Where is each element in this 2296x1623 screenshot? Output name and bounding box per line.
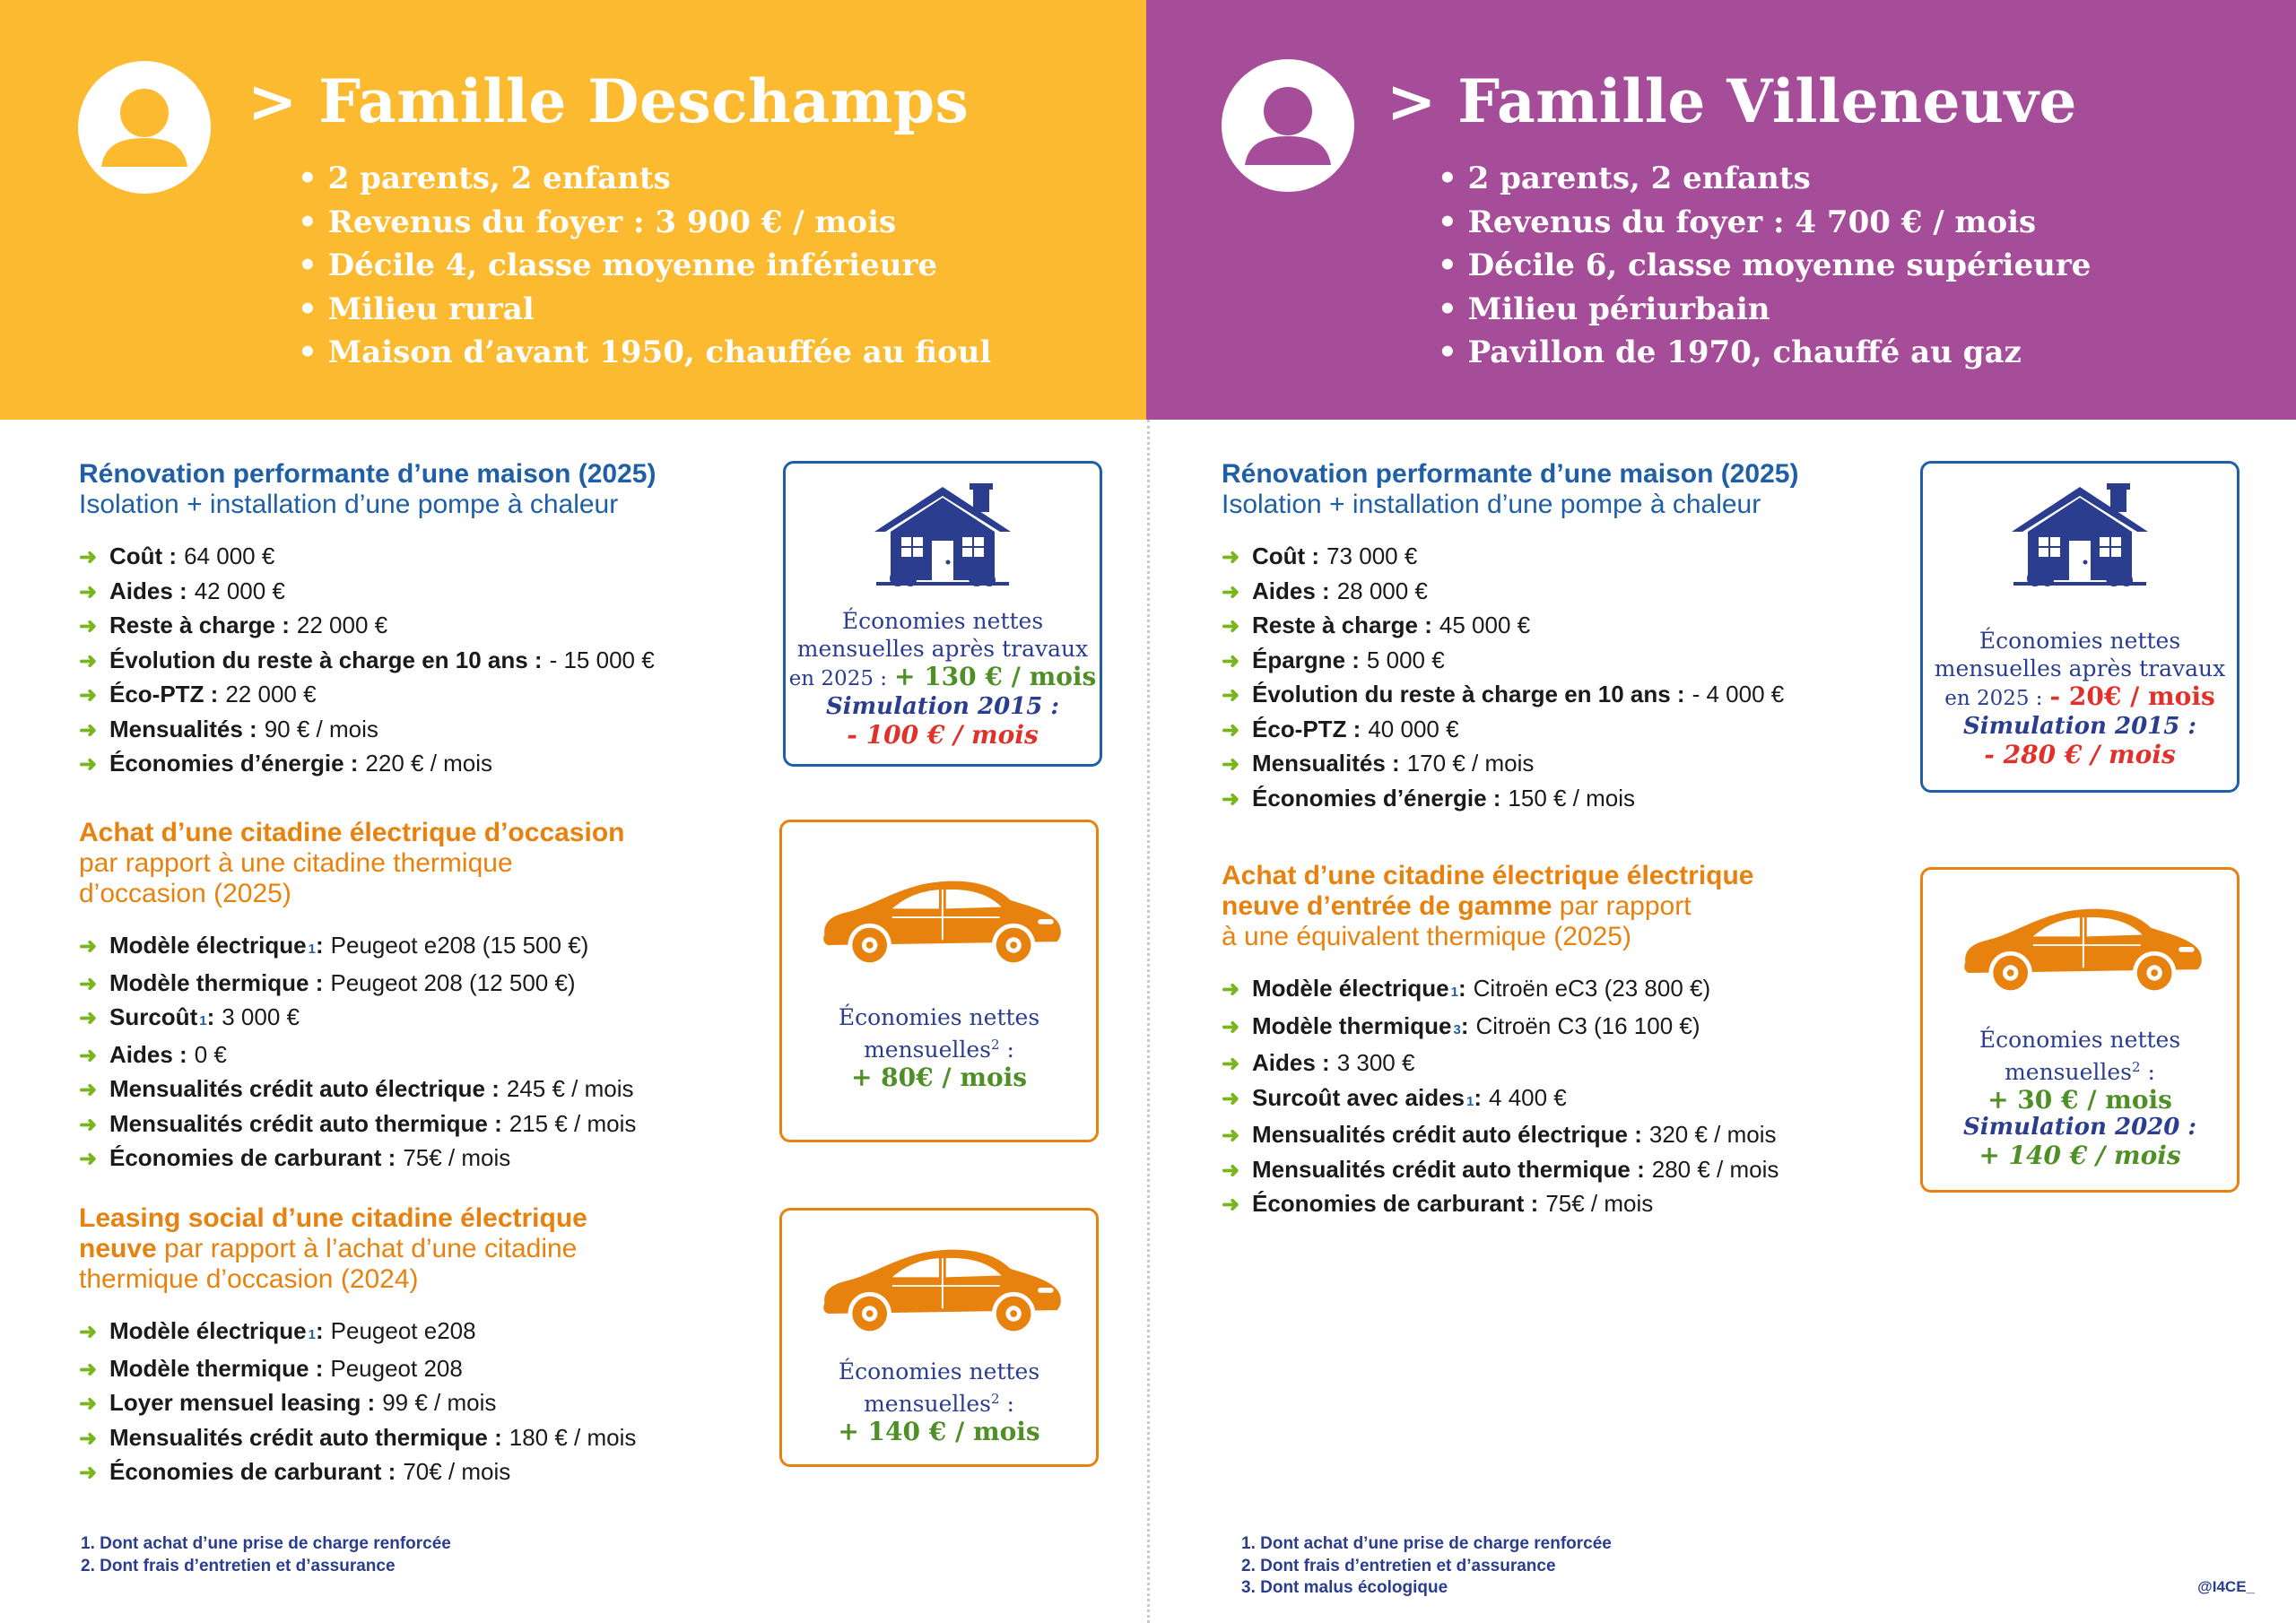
ev-new-section: Achat d’une citadine électrique électrique neuve d’entrée de gamme par rapport à une équivalent thermique (2025) ➜ Modèle électrique 1 : Citroën eC3 (23 800 €) ➜ Modèle thermique 3 : Citroën C3 (16 100 €) ➜ Aides : 3 300 € ➜ Surcoût avec aides 1 : 4 400 € ➜ Mensualités crédit auto électrique : 320 € / mois ➜ Mensualités crédit auto thermique : 280 € / mois ➜ Économies de carburant : 75€ / mois — [1222, 861, 1779, 1222]
house-icon — [2008, 474, 2152, 591]
savings-text: Économies nettes mensuelles après travaux en 2025 : - 20€ / mois Simulation 2015 : - 280 € / mois — [1923, 627, 2237, 768]
section-subtitle: à une équivalent thermique (2025) — [1222, 922, 1631, 951]
savings-value: + 30 € / mois — [1987, 1085, 2172, 1115]
arrow-right-icon: ➜ — [1222, 752, 1240, 777]
list-item: ➜ Mensualités crédit auto électrique : 320 € / mois — [1222, 1118, 1779, 1153]
arrow-right-icon: ➜ — [1222, 717, 1240, 742]
section-title: Leasing social d’une citadine électrique — [79, 1203, 587, 1233]
arrow-right-icon: ➜ — [1222, 579, 1240, 604]
arrow-right-icon: ➜ — [79, 717, 98, 742]
list-item: ➜ Loyer mensuel leasing : 99 € / mois — [79, 1386, 636, 1421]
fact-item: • Pavillon de 1970, chauffé au gaz — [1438, 331, 2091, 375]
section-title: Rénovation performante d’une maison (2025) — [1222, 459, 1799, 489]
arrow-right-icon: ➜ — [79, 1357, 98, 1382]
renovation-section — [1222, 459, 1798, 816]
list-item: ➜ Coût : 64 000 € — [79, 540, 656, 575]
arrow-right-icon: ➜ — [1222, 1124, 1240, 1148]
arrow-right-icon: ➜ — [1222, 1158, 1240, 1183]
simulation-value: - 280 € / mois — [1984, 740, 2176, 769]
credit-handle: @I4CE_ — [2197, 1578, 2255, 1595]
fact-item: • Milieu rural — [298, 288, 991, 332]
item-list — [79, 1315, 636, 1490]
family-title: > Famille Deschamps — [248, 66, 970, 136]
arrow-right-icon: ➜ — [1222, 1086, 1240, 1111]
simulation-label: Simulation 2020 : — [1963, 1114, 2196, 1141]
car-icon — [1950, 895, 2210, 999]
list-item: ➜ Économies d’énergie : 150 € / mois — [1222, 782, 1798, 817]
arrow-right-icon: ➜ — [79, 1147, 98, 1171]
arrow-right-icon: ➜ — [1222, 1014, 1240, 1039]
arrow-right-icon: ➜ — [79, 1320, 98, 1344]
arrow-right-icon: ➜ — [79, 1006, 98, 1030]
arrow-right-icon: ➜ — [79, 752, 98, 777]
arrow-right-icon: ➜ — [79, 614, 98, 638]
list-item: ➜ Surcoût 1 : 3 000 € — [79, 1001, 636, 1038]
section-subtitle: par rapport à une citadine thermique — [79, 848, 513, 878]
section-subtitle: Isolation + installation d’une pompe à chaleur — [1222, 490, 1761, 519]
list-item: ➜ Surcoût avec aides 1 : 4 400 € — [1222, 1081, 1779, 1119]
list-item: ➜ Mensualités : 90 € / mois — [79, 713, 656, 748]
arrow-right-icon: ➜ — [1222, 1052, 1240, 1076]
list-item: ➜ Coût : 73 000 € — [1222, 540, 1798, 575]
fact-item: • Revenus du foyer : 4 700 € / mois — [1438, 201, 2091, 245]
section-title: Rénovation performante d’une maison (2025) — [79, 459, 657, 489]
arrow-right-icon: ➜ — [79, 934, 98, 959]
footnote: 2. Dont frais d’entretien et d’assurance — [81, 1556, 396, 1575]
list-item: ➜ Modèle thermique : Peugeot 208 — [79, 1352, 636, 1387]
footnote: 1. Dont achat d’une prise de charge renforcée — [81, 1534, 451, 1553]
item-list — [1222, 972, 1779, 1222]
arrow-right-icon: ➜ — [1222, 614, 1240, 638]
list-item: ➜ Modèle électrique 1 : Peugeot e208 — [79, 1315, 636, 1352]
savings-box — [783, 461, 1102, 767]
item-list — [1222, 540, 1798, 816]
list-item: ➜ Aides : 0 € — [79, 1038, 636, 1073]
family-facts — [1438, 157, 2091, 375]
savings-value: + 130 € / mois — [893, 662, 1097, 691]
list-item: ➜ Aides : 3 300 € — [1222, 1046, 1779, 1081]
arrow-right-icon: ➜ — [79, 1392, 98, 1416]
list-item: ➜ Évolution du reste à charge en 10 ans : - 4 000 € — [1222, 678, 1798, 713]
header-band-villeneuve — [1146, 0, 2296, 420]
arrow-right-icon: ➜ — [79, 1112, 98, 1137]
list-item: ➜ Épargne : 5 000 € — [1222, 644, 1798, 679]
list-item: ➜ Modèle électrique 1 : Citroën eC3 (23 800 €) — [1222, 972, 1779, 1010]
fact-item: • Revenus du foyer : 3 900 € / mois — [298, 201, 991, 245]
savings-box — [1920, 461, 2239, 793]
arrow-right-icon: ➜ — [1222, 648, 1240, 673]
list-item: ➜ Économies de carburant : 75€ / mois — [79, 1141, 636, 1176]
arrow-right-icon: ➜ — [79, 971, 98, 996]
fact-item: • 2 parents, 2 enfants — [298, 157, 991, 201]
list-item: ➜ Reste à charge : 22 000 € — [79, 609, 656, 644]
list-item: ➜ Aides : 28 000 € — [1222, 575, 1798, 610]
list-item: ➜ Mensualités crédit auto thermique : 215 € / mois — [79, 1107, 636, 1142]
list-item: ➜ Modèle électrique 1 : Peugeot e208 (15 500 €) — [79, 929, 636, 967]
list-item: ➜ Modèle thermique : Peugeot 208 (12 500 €) — [79, 967, 636, 1002]
renovation-section — [79, 459, 656, 782]
footnotes — [1241, 1533, 1612, 1600]
footnote: 1. Dont achat d’une prise de charge renforcée — [1241, 1534, 1612, 1553]
simulation-value: - 100 € / mois — [847, 720, 1039, 750]
car-icon — [809, 867, 1069, 971]
section-subtitle: d’occasion (2025) — [79, 879, 291, 908]
section-title: Achat d’une citadine électrique d’occasion — [79, 818, 625, 847]
arrow-right-icon: ➜ — [79, 545, 98, 569]
list-item: ➜ Économies d’énergie : 220 € / mois — [79, 747, 656, 782]
header-band-deschamps — [0, 0, 1146, 420]
arrow-right-icon: ➜ — [1222, 683, 1240, 707]
list-item: ➜ Évolution du reste à charge en 10 ans : - 15 000 € — [79, 644, 656, 679]
savings-text: Économies nettes mensuelles après travaux en 2025 : + 130 € / mois Simulation 2015 : - 100 € / mois — [786, 607, 1100, 749]
car-icon — [809, 1236, 1069, 1340]
savings-text: Économies nettes mensuelles$^2$ : + 80€ / mois — [782, 1003, 1096, 1091]
list-item: ➜ Économies de carburant : 70€ / mois — [79, 1455, 636, 1490]
list-item: ➜ Aides : 42 000 € — [79, 575, 656, 610]
list-item: ➜ Modèle thermique 3 : Citroën C3 (16 100 €) — [1222, 1010, 1779, 1047]
arrow-right-icon: ➜ — [1222, 545, 1240, 569]
section-subtitle: thermique d’occasion (2024) — [79, 1264, 419, 1294]
savings-text: Économies nettes mensuelles$^2$ : + 140 € / mois — [782, 1358, 1096, 1445]
fact-item: • 2 parents, 2 enfants — [1438, 157, 2091, 201]
user-icon — [78, 61, 211, 194]
savings-value: - 20€ / mois — [2049, 681, 2215, 711]
fact-item: • Décile 4, classe moyenne inférieure — [298, 244, 991, 288]
arrow-right-icon: ➜ — [79, 1461, 98, 1485]
arrow-right-icon: ➜ — [1222, 1193, 1240, 1217]
simulation-label: Simulation 2015 : — [1963, 713, 2196, 740]
arrow-right-icon: ➜ — [79, 1426, 98, 1451]
leasing-section: Leasing social d’une citadine électrique neuve par rapport à l’achat d’une citadine thermique d’occasion (2024) ➜ Modèle électrique 1 : Peugeot e208 ➜ Modèle thermique : Peugeot 208 ➜ Loyer mensuel leasing : 99 € / mois ➜ Mensualités crédit auto thermique : 180 € / mois ➜ Économies de carburant : 70€ / mois — [79, 1203, 636, 1490]
family-facts — [298, 157, 991, 375]
savings-box — [779, 820, 1099, 1142]
user-icon — [1222, 59, 1354, 192]
column-divider — [1147, 420, 1150, 1623]
savings-text: Économies nettes mensuelles$^2$ : + 30 € / mois Simulation 2020 : + 140 € / mois — [1923, 1026, 2237, 1169]
simulation-label: Simulation 2015 : — [826, 693, 1059, 720]
list-item: ➜ Économies de carburant : 75€ / mois — [1222, 1187, 1779, 1222]
fact-item: • Maison d’avant 1950, chauffée au fioul — [298, 331, 991, 375]
section-title: Achat d’une citadine électrique électrique — [1222, 861, 1754, 890]
fact-item: • Milieu périurbain — [1438, 288, 2091, 332]
list-item: ➜ Mensualités crédit auto électrique : 245 € / mois — [79, 1072, 636, 1107]
section-subtitle: Isolation + installation d’une pompe à chaleur — [79, 490, 619, 519]
arrow-right-icon: ➜ — [79, 1043, 98, 1068]
family-title: > Famille Villeneuve — [1387, 66, 2077, 136]
arrow-right-icon: ➜ — [79, 683, 98, 707]
arrow-right-icon: ➜ — [1222, 977, 1240, 1002]
footnote: 3. Dont malus écologique — [1241, 1578, 1448, 1597]
simulation-value: + 140 € / mois — [1979, 1141, 2181, 1170]
list-item: ➜ Mensualités crédit auto thermique : 280 € / mois — [1222, 1153, 1779, 1188]
list-item: ➜ Éco-PTZ : 22 000 € — [79, 678, 656, 713]
footnote: 2. Dont frais d’entretien et d’assurance — [1241, 1556, 1556, 1575]
list-item: ➜ Éco-PTZ : 40 000 € — [1222, 713, 1798, 748]
list-item: ➜ Reste à charge : 45 000 € — [1222, 609, 1798, 644]
arrow-right-icon: ➜ — [1222, 786, 1240, 812]
list-item: ➜ Mensualités crédit auto thermique : 180 € / mois — [79, 1421, 636, 1456]
savings-box — [779, 1208, 1099, 1467]
arrow-right-icon: ➜ — [79, 579, 98, 604]
ev-used-section — [79, 818, 636, 1176]
footnotes — [81, 1533, 451, 1577]
arrow-right-icon: ➜ — [79, 648, 98, 673]
arrow-right-icon: ➜ — [79, 1078, 98, 1102]
item-list — [79, 929, 636, 1176]
savings-value: + 140 € / mois — [838, 1417, 1040, 1446]
savings-box — [1920, 867, 2239, 1193]
house-icon — [871, 474, 1014, 591]
fact-item: • Décile 6, classe moyenne supérieure — [1438, 244, 2091, 288]
savings-value: + 80€ / mois — [850, 1063, 1028, 1092]
item-list — [79, 540, 656, 782]
list-item: ➜ Mensualités : 170 € / mois — [1222, 747, 1798, 782]
